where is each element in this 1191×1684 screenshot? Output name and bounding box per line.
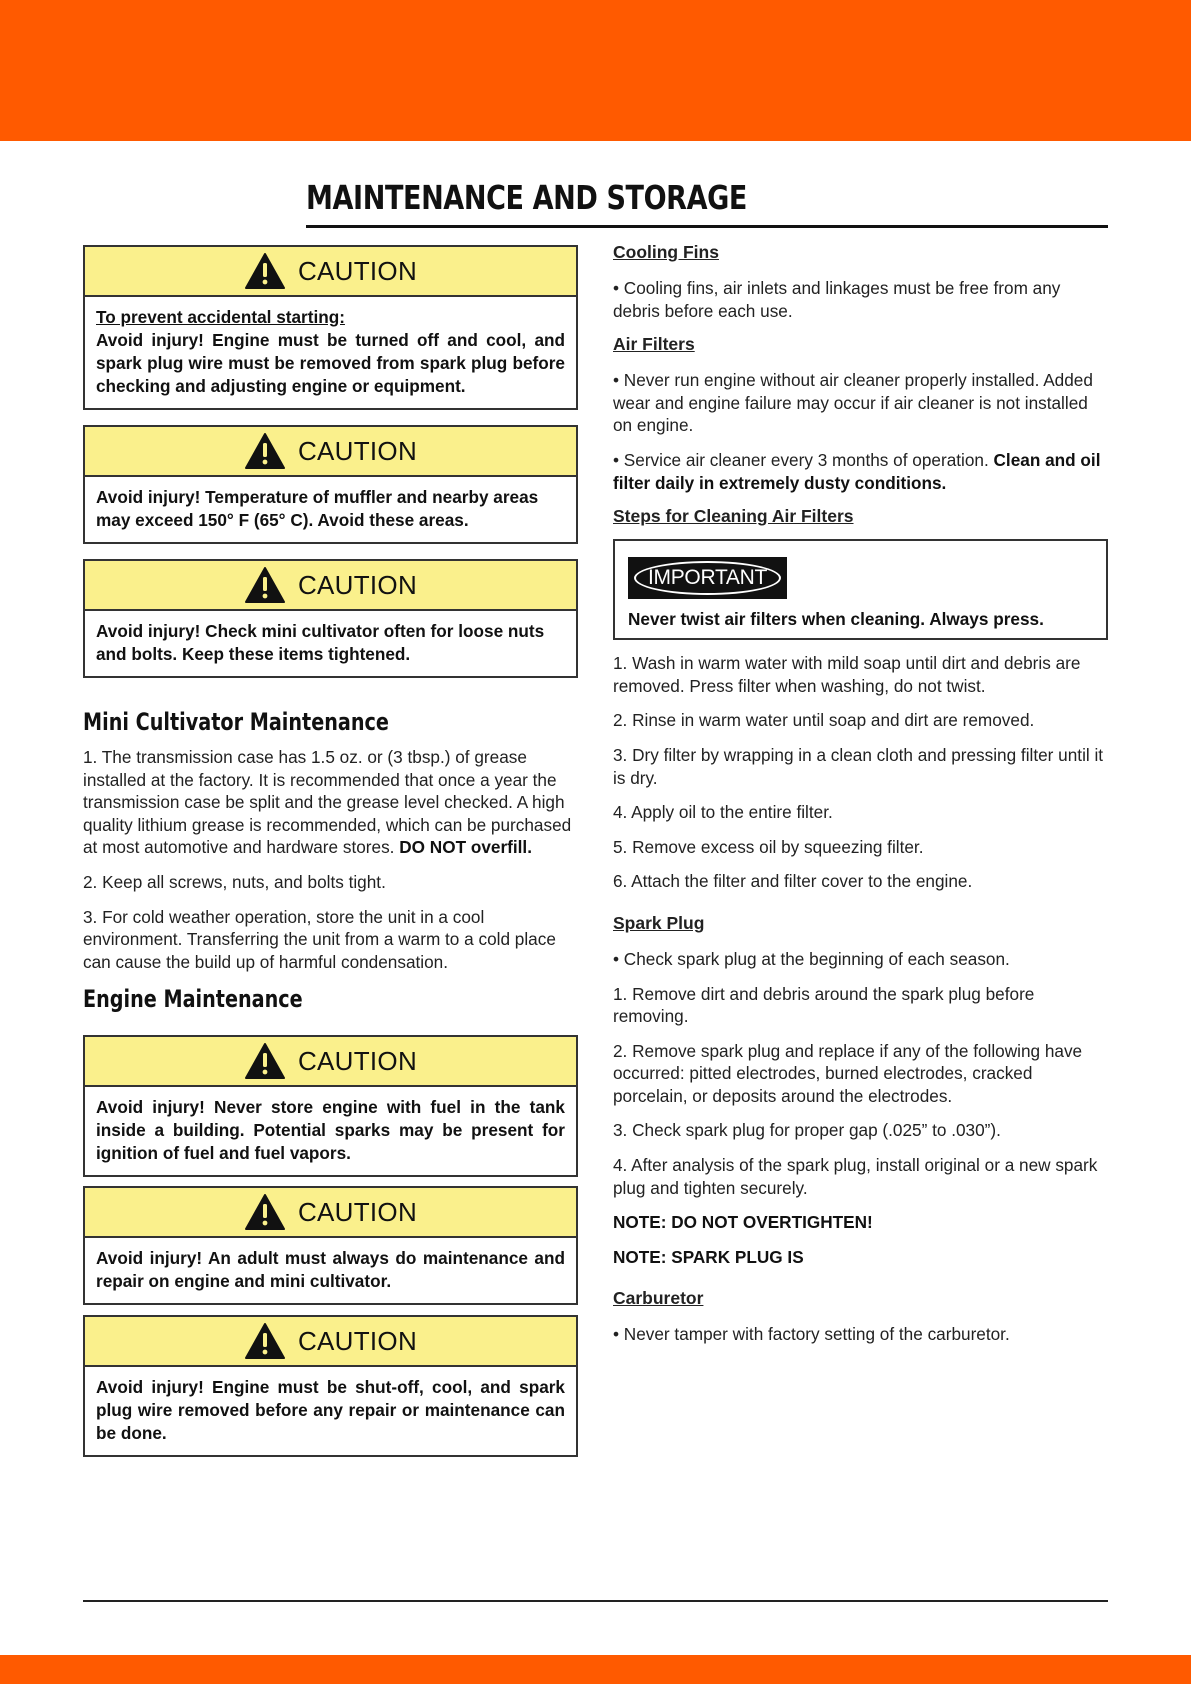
caution-box bbox=[83, 1186, 578, 1305]
caution-box bbox=[83, 425, 578, 544]
caution-text bbox=[85, 1087, 576, 1175]
page-title: MAINTENANCE AND STORAGE bbox=[306, 178, 748, 217]
caution-label: CAUTION bbox=[297, 1045, 418, 1076]
caution-label: CAUTION bbox=[297, 1196, 418, 1227]
spark-plug-step: 2. Remove spark plug and replace if any of the following have occurred: pitted electrodes, burned electrodes, cracked porcelain, or deposits around the electrodes. bbox=[613, 1040, 1083, 1106]
caution-header bbox=[85, 1188, 576, 1238]
air-filters-bullet: • Never run engine without air cleaner properly installed. Added wear and engine failure may occur if air cleaner is not installed on engine. bbox=[613, 370, 1093, 436]
caution-message: Avoid injury! Temperature of muffler and nearby areas may exceed 150° F (65° C). Avoid these areas. bbox=[96, 487, 539, 530]
spark-plug-heading: Spark Plug bbox=[613, 912, 705, 933]
caution-message: Avoid injury! Never store engine with fuel in the tank inside a building. Potential sparks may be present for ignition of fuel and fuel vapors. bbox=[96, 1097, 565, 1164]
spark-plug-note-text: NOTE: SPARK PLUG IS bbox=[613, 1246, 804, 1267]
caution-label: CAUTION bbox=[297, 255, 418, 286]
cooling-fins-bullet: • Cooling fins, air inlets and linkages must be free from any debris before each use. bbox=[613, 278, 1061, 321]
caution-text bbox=[85, 611, 576, 676]
title-rule bbox=[306, 225, 1108, 228]
warning-triangle-icon bbox=[244, 432, 286, 470]
maintenance-item: 2. Keep all screws, nuts, and bolts tight. bbox=[83, 871, 386, 892]
caution-message: Avoid injury! Engine must be turned off and cool, and spark plug wire must be removed from spark plug before checking and adjusting engine or equipment. bbox=[96, 330, 565, 396]
caution-text bbox=[85, 1238, 576, 1303]
maintenance-item-text: 1. The transmission case has 1.5 oz. or (3 tbsp.) of grease installed at the factory. It is recommended that once a year the transmission case be split and the grease level checked. A high quality lithium grease is recommended, which can be purchased at most automotive and hardware stores. bbox=[83, 747, 572, 858]
warning-triangle-icon bbox=[244, 1193, 286, 1231]
maintenance-item: 3. For cold weather operation, store the unit in a cool environment. Transferring the unit from a warm to a cold place can cause the build up of harmful condensation. bbox=[83, 906, 556, 972]
caution-header bbox=[85, 1037, 576, 1087]
caution-text bbox=[85, 297, 576, 408]
carburetor-bullet: • Never tamper with factory setting of the carburetor. bbox=[613, 1324, 1010, 1345]
cleaning-step: 2. Rinse in warm water until soap and dirt are removed. bbox=[613, 710, 1035, 731]
caution-header bbox=[85, 247, 576, 297]
warning-triangle-icon bbox=[244, 1322, 286, 1360]
footer-rule bbox=[83, 1600, 1108, 1602]
caution-header bbox=[85, 1317, 576, 1367]
important-badge bbox=[628, 557, 787, 599]
spark-plug-step: 3. Check spark plug for proper gap (.025” to .030”). bbox=[613, 1120, 1001, 1141]
caution-message: Avoid injury! Engine must be shut-off, cool, and spark plug wire removed before any repair or maintenance can be done. bbox=[96, 1377, 565, 1444]
carburetor-heading: Carburetor bbox=[613, 1288, 704, 1309]
important-text: Never twist air filters when cleaning. Always press. bbox=[628, 609, 1044, 630]
cleaning-step: 5. Remove excess oil by squeezing filter. bbox=[613, 836, 924, 857]
caution-box bbox=[83, 1035, 578, 1177]
caution-label: CAUTION bbox=[297, 435, 418, 466]
mini-cultivator-heading: Mini Cultivator Maintenance bbox=[83, 708, 389, 736]
spark-plug-bullet: • Check spark plug at the beginning of each season. bbox=[613, 948, 1010, 969]
caution-text bbox=[85, 477, 576, 542]
spark-plug-step: 1. Remove dirt and debris around the spark plug before removing. bbox=[613, 983, 1035, 1027]
important-label: IMPORTANT bbox=[634, 561, 781, 595]
spark-plug-note bbox=[613, 1211, 1108, 1234]
caution-header bbox=[85, 427, 576, 477]
important-notice bbox=[613, 539, 1108, 640]
air-filters-bullet-bold: Clean and oil filter daily in extremely dusty conditions. bbox=[613, 449, 1101, 493]
cleaning-step: 3. Dry filter by wrapping in a clean cloth and pressing filter until it is dry. bbox=[613, 744, 1104, 788]
caution-box bbox=[83, 1315, 578, 1457]
air-filters-bullet-text: • Service air cleaner every 3 months of operation. bbox=[613, 449, 989, 470]
caution-box bbox=[83, 559, 578, 678]
caution-text bbox=[85, 1367, 576, 1455]
spark-plug-note bbox=[613, 1246, 1108, 1269]
spark-plug-note-text: NOTE: DO NOT OVERTIGHTEN! bbox=[613, 1212, 873, 1233]
warning-triangle-icon bbox=[244, 1042, 286, 1080]
caution-label: CAUTION bbox=[297, 1325, 418, 1356]
caution-header bbox=[85, 561, 576, 611]
cooling-fins-heading: Cooling Fins bbox=[613, 242, 719, 262]
cleaning-step: 6. Attach the filter and filter cover to the engine. bbox=[613, 871, 973, 892]
air-filters-heading: Air Filters bbox=[613, 334, 695, 355]
caution-subheading: To prevent accidental starting: bbox=[96, 307, 345, 327]
air-filters-bullet bbox=[613, 449, 1108, 494]
cleaning-step: 4. Apply oil to the entire filter. bbox=[613, 802, 833, 823]
left-column bbox=[83, 245, 578, 1472]
cleaning-step: 1. Wash in warm water with mild soap until dirt and debris are removed. Press filter when washing, do not twist. bbox=[613, 653, 1081, 696]
warning-triangle-icon bbox=[244, 252, 286, 290]
engine-maintenance-heading: Engine Maintenance bbox=[83, 985, 303, 1014]
spark-plug-step: 4. After analysis of the spark plug, install original or a new spark plug and tighten securely. bbox=[613, 1155, 1098, 1198]
warning-triangle-icon bbox=[244, 566, 286, 604]
maintenance-item-bold: DO NOT overfill. bbox=[399, 837, 532, 858]
footer-band bbox=[0, 1655, 1191, 1684]
caution-message: Avoid injury! Check mini cultivator often for loose nuts and bolts. Keep these items tightened. bbox=[96, 621, 545, 664]
caution-box bbox=[83, 245, 578, 410]
caution-message: Avoid injury! An adult must always do maintenance and repair on engine and mini cultivator. bbox=[96, 1248, 565, 1292]
maintenance-item bbox=[83, 746, 578, 859]
right-column bbox=[613, 242, 1108, 1358]
caution-label: CAUTION bbox=[297, 569, 418, 600]
cleaning-steps-heading: Steps for Cleaning Air Filters bbox=[613, 506, 854, 527]
header-band bbox=[0, 0, 1191, 141]
